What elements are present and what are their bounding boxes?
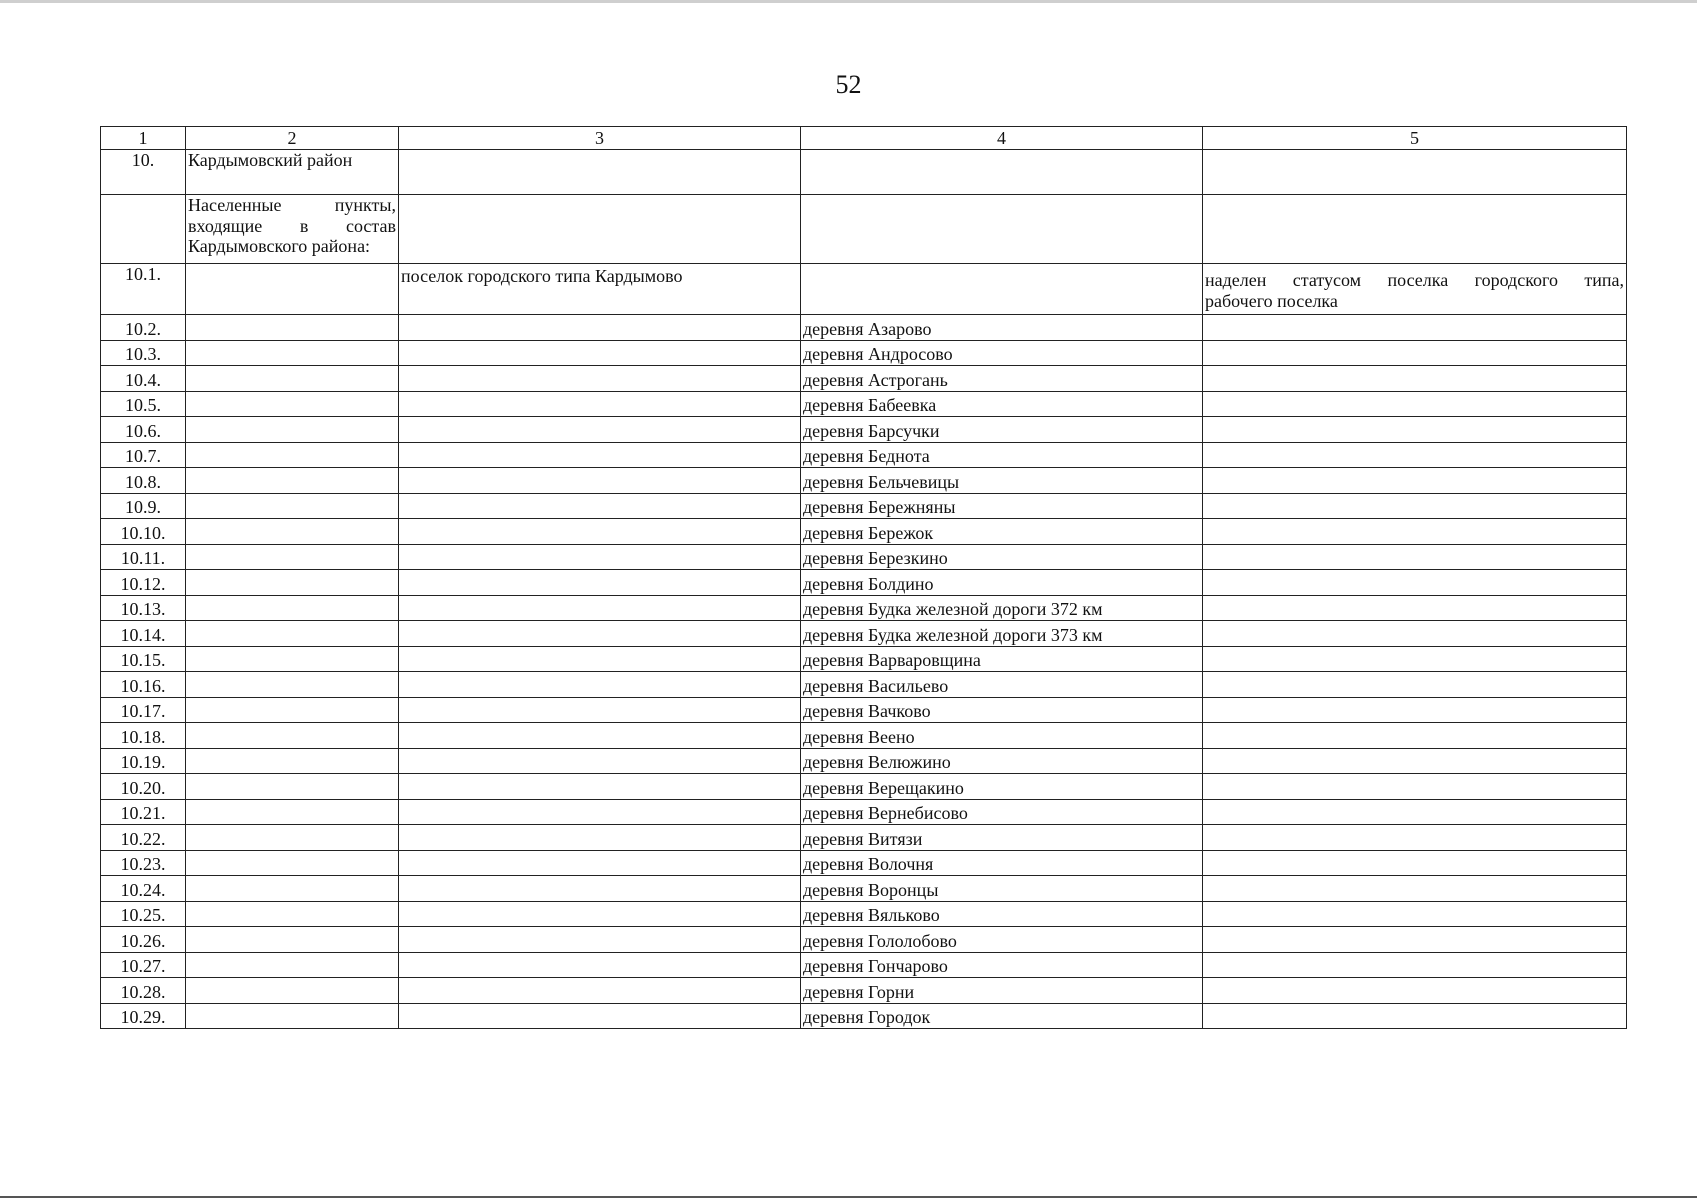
village-name: деревня Будка железной дороги 372 км — [801, 595, 1203, 621]
empty-cell — [399, 340, 801, 366]
empty-cell — [186, 697, 399, 723]
column-numbers-row — [101, 127, 1627, 150]
settlements-table — [100, 126, 1627, 1029]
row-number: 10.2. — [101, 315, 186, 341]
village-name: деревня Волочня — [801, 850, 1203, 876]
empty-cell — [399, 195, 801, 264]
table-row — [101, 468, 1627, 494]
table-row — [101, 901, 1627, 927]
empty-cell — [186, 366, 399, 392]
village-name: деревня Беднота — [801, 442, 1203, 468]
empty-cell — [399, 570, 801, 596]
village-name: деревня Верещакино — [801, 774, 1203, 800]
table-row — [101, 442, 1627, 468]
empty-cell — [186, 901, 399, 927]
empty-cell — [186, 621, 399, 647]
empty-cell — [1203, 315, 1627, 341]
empty-cell — [186, 646, 399, 672]
village-name: деревня Гололобово — [801, 927, 1203, 953]
village-name: деревня Бабеевка — [801, 391, 1203, 417]
table-row — [101, 366, 1627, 392]
members-label-row — [101, 195, 1627, 264]
village-name: деревня Горни — [801, 978, 1203, 1004]
empty-cell — [1203, 544, 1627, 570]
table-row — [101, 315, 1627, 341]
village-name: деревня Бережняны — [801, 493, 1203, 519]
empty-cell — [186, 595, 399, 621]
village-name: деревня Гончарово — [801, 952, 1203, 978]
empty-cell — [1203, 723, 1627, 749]
empty-cell — [1203, 697, 1627, 723]
column-header-3: 3 — [399, 127, 801, 150]
table-row — [101, 774, 1627, 800]
row-number: 10.29. — [101, 1003, 186, 1029]
row-number: 10.24. — [101, 876, 186, 902]
empty-cell — [1203, 850, 1627, 876]
table-row — [101, 723, 1627, 749]
empty-cell — [399, 723, 801, 749]
empty-cell — [186, 315, 399, 341]
empty-cell — [1203, 876, 1627, 902]
empty-cell — [399, 799, 801, 825]
members-label — [186, 195, 399, 264]
row-number: 10.16. — [101, 672, 186, 698]
table-row — [101, 417, 1627, 443]
empty-cell — [186, 570, 399, 596]
row-number: 10.11. — [101, 544, 186, 570]
table-row — [101, 340, 1627, 366]
empty-cell — [399, 850, 801, 876]
village-name: деревня Бережок — [801, 519, 1203, 545]
empty-cell — [1203, 748, 1627, 774]
status-note-line: наделен статусом поселка городского типа, — [1205, 270, 1624, 290]
village-name: деревня Вернебисово — [801, 799, 1203, 825]
row-number: 10.17. — [101, 697, 186, 723]
village-name: деревня Витязи — [801, 825, 1203, 851]
empty-cell — [186, 544, 399, 570]
column-header-2: 2 — [186, 127, 399, 150]
empty-cell — [186, 774, 399, 800]
row-number: 10.9. — [101, 493, 186, 519]
empty-cell — [399, 315, 801, 341]
row-number: 10.15. — [101, 646, 186, 672]
empty-cell — [399, 952, 801, 978]
row-number: 10.12. — [101, 570, 186, 596]
empty-cell — [399, 646, 801, 672]
empty-cell — [1203, 646, 1627, 672]
empty-cell — [186, 850, 399, 876]
table-row — [101, 672, 1627, 698]
row-number: 10.8. — [101, 468, 186, 494]
district-name: Кардымовский район — [186, 150, 399, 195]
empty-cell — [399, 468, 801, 494]
table-row — [101, 621, 1627, 647]
village-name: деревня Березкино — [801, 544, 1203, 570]
status-note-line: рабочего поселка — [1205, 290, 1338, 311]
empty-cell — [1203, 366, 1627, 392]
empty-cell — [186, 519, 399, 545]
table-row — [101, 876, 1627, 902]
page-number: 52 — [835, 70, 862, 99]
empty-cell — [399, 519, 801, 545]
members-label-line: входящие в состав — [188, 215, 396, 236]
empty-cell — [399, 595, 801, 621]
village-name: деревня Азарово — [801, 315, 1203, 341]
row-number: 10.26. — [101, 927, 186, 953]
empty-cell — [1203, 774, 1627, 800]
village-name: деревня Варваровщина — [801, 646, 1203, 672]
table-row — [101, 570, 1627, 596]
column-header-5: 5 — [1203, 127, 1627, 150]
empty-cell — [801, 195, 1203, 264]
status-note — [1203, 264, 1627, 315]
row-number: 10.10. — [101, 519, 186, 545]
row-number: 10.27. — [101, 952, 186, 978]
empty-cell — [186, 417, 399, 443]
column-header-1: 1 — [101, 127, 186, 150]
village-name: деревня Астрогань — [801, 366, 1203, 392]
row-number: 10.7. — [101, 442, 186, 468]
empty-cell — [1203, 621, 1627, 647]
village-name: деревня Васильево — [801, 672, 1203, 698]
empty-cell — [186, 442, 399, 468]
row-number: 10.21. — [101, 799, 186, 825]
members-label-line: Населенные пункты, — [188, 195, 396, 215]
empty-cell — [186, 952, 399, 978]
empty-cell — [399, 493, 801, 519]
empty-cell — [399, 150, 801, 195]
empty-cell — [399, 978, 801, 1004]
village-name: деревня Бельчевицы — [801, 468, 1203, 494]
empty-cell — [186, 927, 399, 953]
empty-cell — [1203, 468, 1627, 494]
village-name: деревня Вяльково — [801, 901, 1203, 927]
row-number: 10.13. — [101, 595, 186, 621]
district-number: 10. — [101, 150, 186, 195]
empty-cell — [101, 195, 186, 264]
row-number: 10.18. — [101, 723, 186, 749]
empty-cell — [186, 748, 399, 774]
empty-cell — [186, 340, 399, 366]
empty-cell — [1203, 150, 1627, 195]
scan-bottom-edge — [0, 1196, 1697, 1198]
empty-cell — [399, 876, 801, 902]
row-number: 10.5. — [101, 391, 186, 417]
empty-cell — [399, 391, 801, 417]
settlement-row — [101, 264, 1627, 315]
empty-cell — [1203, 340, 1627, 366]
empty-cell — [186, 468, 399, 494]
table-row — [101, 1003, 1627, 1029]
empty-cell — [186, 1003, 399, 1029]
table-row — [101, 825, 1627, 851]
empty-cell — [1203, 570, 1627, 596]
row-number: 10.25. — [101, 901, 186, 927]
empty-cell — [399, 697, 801, 723]
empty-cell — [1203, 799, 1627, 825]
empty-cell — [399, 442, 801, 468]
village-name: деревня Андросово — [801, 340, 1203, 366]
empty-cell — [186, 825, 399, 851]
empty-cell — [1203, 391, 1627, 417]
row-number: 10.22. — [101, 825, 186, 851]
empty-cell — [399, 621, 801, 647]
empty-cell — [399, 748, 801, 774]
empty-cell — [186, 264, 399, 315]
empty-cell — [399, 544, 801, 570]
empty-cell — [399, 1003, 801, 1029]
empty-cell — [186, 391, 399, 417]
row-number: 10.1. — [101, 264, 186, 315]
empty-cell — [186, 978, 399, 1004]
table-row — [101, 544, 1627, 570]
empty-cell — [1203, 442, 1627, 468]
village-name: деревня Воронцы — [801, 876, 1203, 902]
village-name: деревня Будка железной дороги 373 км — [801, 621, 1203, 647]
empty-cell — [1203, 1003, 1627, 1029]
table-row — [101, 595, 1627, 621]
empty-cell — [1203, 901, 1627, 927]
row-number: 10.6. — [101, 417, 186, 443]
village-name: деревня Веено — [801, 723, 1203, 749]
table-row — [101, 978, 1627, 1004]
village-name: деревня Городок — [801, 1003, 1203, 1029]
empty-cell — [801, 150, 1203, 195]
table-row — [101, 748, 1627, 774]
row-number: 10.4. — [101, 366, 186, 392]
table-row — [101, 697, 1627, 723]
district-row — [101, 150, 1627, 195]
row-number: 10.14. — [101, 621, 186, 647]
empty-cell — [1203, 978, 1627, 1004]
empty-cell — [186, 799, 399, 825]
table-row — [101, 493, 1627, 519]
empty-cell — [1203, 595, 1627, 621]
empty-cell — [399, 901, 801, 927]
members-label-line: Кардымовского района: — [188, 236, 371, 257]
row-number: 10.20. — [101, 774, 186, 800]
row-number: 10.19. — [101, 748, 186, 774]
empty-cell — [1203, 493, 1627, 519]
empty-cell — [399, 774, 801, 800]
row-number: 10.3. — [101, 340, 186, 366]
empty-cell — [1203, 952, 1627, 978]
empty-cell — [1203, 672, 1627, 698]
empty-cell — [186, 672, 399, 698]
row-number: 10.23. — [101, 850, 186, 876]
empty-cell — [399, 366, 801, 392]
table-row — [101, 391, 1627, 417]
empty-cell — [1203, 195, 1627, 264]
empty-cell — [1203, 417, 1627, 443]
table-row — [101, 927, 1627, 953]
empty-cell — [801, 264, 1203, 315]
table-row — [101, 519, 1627, 545]
empty-cell — [399, 825, 801, 851]
village-name: деревня Болдино — [801, 570, 1203, 596]
village-name: деревня Барсучки — [801, 417, 1203, 443]
column-header-4: 4 — [801, 127, 1203, 150]
empty-cell — [1203, 927, 1627, 953]
table-row — [101, 799, 1627, 825]
empty-cell — [186, 493, 399, 519]
table-row — [101, 850, 1627, 876]
table-row — [101, 646, 1627, 672]
village-name: деревня Велюжино — [801, 748, 1203, 774]
row-number: 10.28. — [101, 978, 186, 1004]
empty-cell — [399, 927, 801, 953]
village-name: деревня Вачково — [801, 697, 1203, 723]
empty-cell — [1203, 825, 1627, 851]
table-row — [101, 952, 1627, 978]
empty-cell — [399, 672, 801, 698]
empty-cell — [186, 876, 399, 902]
empty-cell — [186, 723, 399, 749]
empty-cell — [1203, 519, 1627, 545]
empty-cell — [399, 417, 801, 443]
urban-settlement-name: поселок городского типа Кардымово — [399, 264, 801, 315]
scan-top-edge — [0, 0, 1697, 3]
